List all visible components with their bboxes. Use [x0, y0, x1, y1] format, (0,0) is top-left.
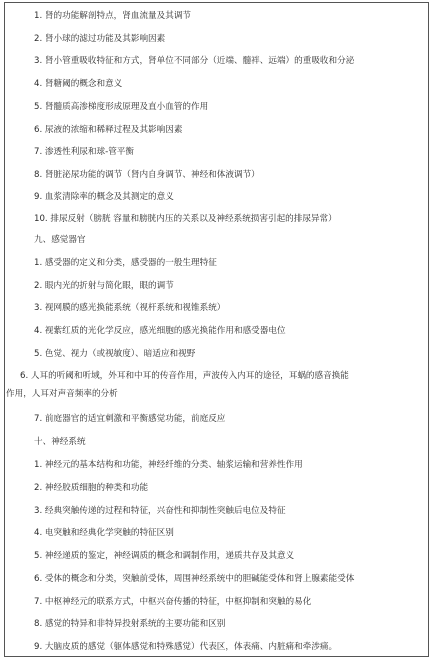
sensory-item-4: 4. 视紫红质的光化学反应，感光细胞的感光换能作用和感受器电位	[34, 326, 286, 336]
kidney-item-1: 1. 肾的功能解剖特点，肾血流量及其调节	[34, 11, 192, 21]
nervous-item-9: 9. 大脑皮质的感觉（躯体感觉和特殊感觉）代表区，体表痛、内脏痛和牵涉痛。	[34, 642, 338, 652]
nervous-item-8: 8. 感觉的特异和非特异投射系统的主要功能和区别	[34, 619, 226, 629]
kidney-item-5: 5. 肾髓质高渗梯度形成原理及直小血管的作用	[34, 102, 209, 112]
nervous-item-4: 4. 电突触和经典化学突触的特征区别	[34, 528, 174, 538]
sensory-item-6-cont: 作用，人耳对声音频率的分析	[6, 389, 118, 399]
sensory-item-5: 5. 色觉、视力（或视敏度）、暗适应和视野	[34, 349, 196, 359]
kidney-item-10: 10. 排尿反射（膀胱 容量和膀胱内压的关系以及神经系统损害引起的排尿异常）	[34, 214, 337, 224]
nervous-item-6: 6. 受体的概念和分类，突触前受体，周围神经系统中的胆碱能受体和肾上腺素能受体	[34, 574, 355, 584]
nervous-item-5: 5. 神经递质的鉴定，神经调质的概念和调制作用，递质共存及其意义	[34, 551, 295, 561]
sensory-item-2: 2. 眼内光的折射与简化眼，眼的调节	[34, 281, 174, 291]
sensory-item-1: 1. 感受器的定义和分类，感受器的一般生理特征	[34, 258, 217, 268]
kidney-item-8: 8. 肾脏泌尿功能的调节（肾内自身调节、神经和体液调节）	[34, 170, 260, 180]
section-heading-sensory: 九、感觉器官	[34, 235, 86, 245]
sensory-item-7: 7. 前庭器官的适宜刺激和平衡感觉功能，前庭反应	[34, 414, 226, 424]
nervous-item-1: 1. 神经元的基本结构和功能，神经纤维的分类、轴浆运输和营养性作用	[34, 460, 303, 470]
section-heading-nervous: 十、神经系统	[34, 437, 86, 447]
kidney-item-3: 3. 肾小管重吸收特征和方式，肾单位不同部分（近端、髓袢、远端）的重吸收和分泌	[34, 56, 355, 66]
kidney-item-9: 9. 血浆清除率的概念及其测定的意义	[34, 192, 174, 202]
sensory-item-3: 3. 视网膜的感光换能系统（视杆系统和视锥系统）	[34, 303, 226, 313]
kidney-item-6: 6. 尿液的浓缩和稀释过程及其影响因素	[34, 125, 183, 135]
kidney-item-2: 2. 肾小球的滤过功能及其影响因素	[34, 34, 166, 44]
kidney-item-7: 7. 渗透性利尿和球-管平衡	[34, 147, 134, 157]
kidney-item-4: 4. 肾糖阈的概念和意义	[34, 79, 123, 89]
sensory-item-6: 6. 人耳的听阈和听域，外耳和中耳的传音作用，声波传入内耳的途径，耳蜗的感音换能	[20, 371, 349, 381]
nervous-item-3: 3. 经典突触传递的过程和特征，兴奋性和抑制性突触后电位及特征	[34, 506, 286, 516]
nervous-item-2: 2. 神经胶质细胞的种类和功能	[34, 483, 149, 493]
nervous-item-7: 7. 中枢神经元的联系方式，中枢兴奋传播的特征，中枢抑制和突触的易化	[34, 597, 312, 607]
